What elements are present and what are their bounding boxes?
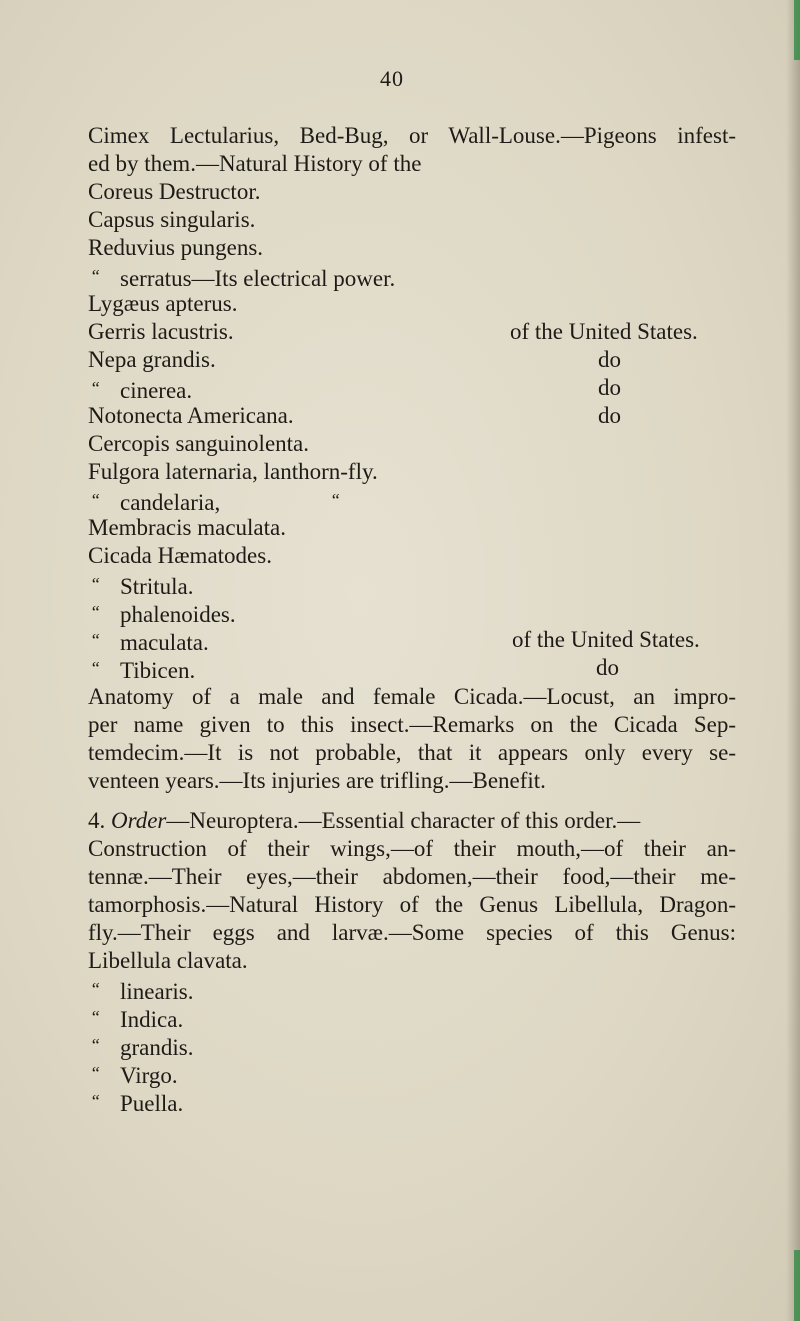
species-line: Libellula clavata. xyxy=(88,948,248,973)
species-text: cinerea. xyxy=(120,378,193,403)
ditto-mark: “ xyxy=(90,266,101,286)
page-number: 40 xyxy=(380,66,404,91)
species-line xyxy=(90,570,193,601)
paragraph-line: venteen years.—Its injuries are trifling.—Benefit. xyxy=(88,768,546,793)
species-line: Capsus singularis. xyxy=(88,207,256,232)
ditto-mark: “ xyxy=(330,490,341,510)
ditto-mark: “ xyxy=(90,490,101,510)
paragraph-line: fly.—Their eggs and larvæ.—Some species of this Genus: xyxy=(88,920,736,945)
paragraph-line: tennæ.—Their eyes,—their abdomen,—their food,—their me- xyxy=(88,864,736,889)
species-line xyxy=(90,598,236,629)
edge-tab-marker xyxy=(794,1250,800,1321)
species-line: Gerris lacustris. xyxy=(88,319,234,344)
species-line: Lygæus apterus. xyxy=(88,291,238,316)
ditto-mark: “ xyxy=(90,378,101,398)
species-text: Indica. xyxy=(120,1007,184,1032)
species-text: Stritula. xyxy=(120,574,194,599)
ditto-note: do xyxy=(596,655,619,680)
species-line xyxy=(90,1059,178,1090)
species-text: grandis. xyxy=(120,1035,194,1060)
species-text: serratus—Its electrical power. xyxy=(120,266,396,291)
ditto-mark: “ xyxy=(90,1035,101,1055)
species-text: linearis. xyxy=(120,979,194,1004)
species-text: candelaria, xyxy=(120,490,221,515)
ditto-mark: “ xyxy=(90,630,101,650)
species-line xyxy=(90,626,209,657)
edge-tab-marker xyxy=(794,0,800,60)
species-line: Coreus Destructor. xyxy=(88,179,261,204)
species-line xyxy=(90,374,192,405)
species-text: phalenoides. xyxy=(120,602,236,627)
locality-note: of the United States. xyxy=(510,319,698,344)
paragraph-line: temdecim.—It is not probable, that it appears only every se- xyxy=(88,740,736,765)
species-line: Membracis maculata. xyxy=(88,515,286,540)
species-line xyxy=(90,1003,183,1034)
order-number: 4. xyxy=(88,808,111,833)
species-line: Cercopis sanguinolenta. xyxy=(88,431,310,456)
species-line xyxy=(90,654,195,685)
species-line: Notonecta Americana. xyxy=(88,403,294,428)
paragraph-line: Anatomy of a male and female Cicada.—Locust, an impro- xyxy=(88,684,736,709)
ditto-mark xyxy=(330,486,360,517)
paragraph-line: tamorphosis.—Natural History of the Genus Libellula, Dragon- xyxy=(88,892,736,917)
paragraph-line xyxy=(88,807,640,835)
page-edge-shadow xyxy=(786,0,800,1321)
paragraph-line: per name given to this insect.—Remarks on the Cicada Sep- xyxy=(88,712,736,737)
species-line: Cicada Hæmatodes. xyxy=(88,543,272,568)
species-line xyxy=(90,486,220,517)
paragraph-line: Construction of their wings,—of their mouth,—of their an- xyxy=(88,836,736,861)
ditto-mark: “ xyxy=(90,658,101,678)
species-line xyxy=(90,262,395,293)
ditto-note: do xyxy=(598,403,621,428)
text-line: Cimex Lectularius, Bed-Bug, or Wall-Louse.—Pigeons infest- xyxy=(88,123,736,148)
locality-note: of the United States. xyxy=(512,627,700,652)
ditto-mark: “ xyxy=(90,602,101,622)
species-text: Tibicen. xyxy=(120,658,196,683)
ditto-mark: “ xyxy=(90,979,101,999)
text-line: ed by them.—Natural History of the xyxy=(88,151,422,176)
species-line: Nepa grandis. xyxy=(88,347,216,372)
ditto-mark: “ xyxy=(90,1091,101,1111)
ditto-mark: “ xyxy=(90,574,101,594)
species-text: maculata. xyxy=(120,630,209,655)
species-line xyxy=(90,975,193,1006)
ditto-mark: “ xyxy=(90,1007,101,1027)
order-label: Order xyxy=(111,808,167,833)
species-line xyxy=(90,1031,193,1062)
species-line: Fulgora laternaria, lanthorn-fly. xyxy=(88,459,378,484)
paragraph-text: —Neuroptera.—Essential character of this order.— xyxy=(166,808,641,833)
ditto-note: do xyxy=(598,347,621,372)
ditto-mark: “ xyxy=(90,1063,101,1083)
species-text: Virgo. xyxy=(120,1063,178,1088)
ditto-note: do xyxy=(598,375,621,400)
species-line: Reduvius pungens. xyxy=(88,235,264,260)
species-line xyxy=(90,1087,183,1118)
species-text: Puella. xyxy=(120,1091,184,1116)
